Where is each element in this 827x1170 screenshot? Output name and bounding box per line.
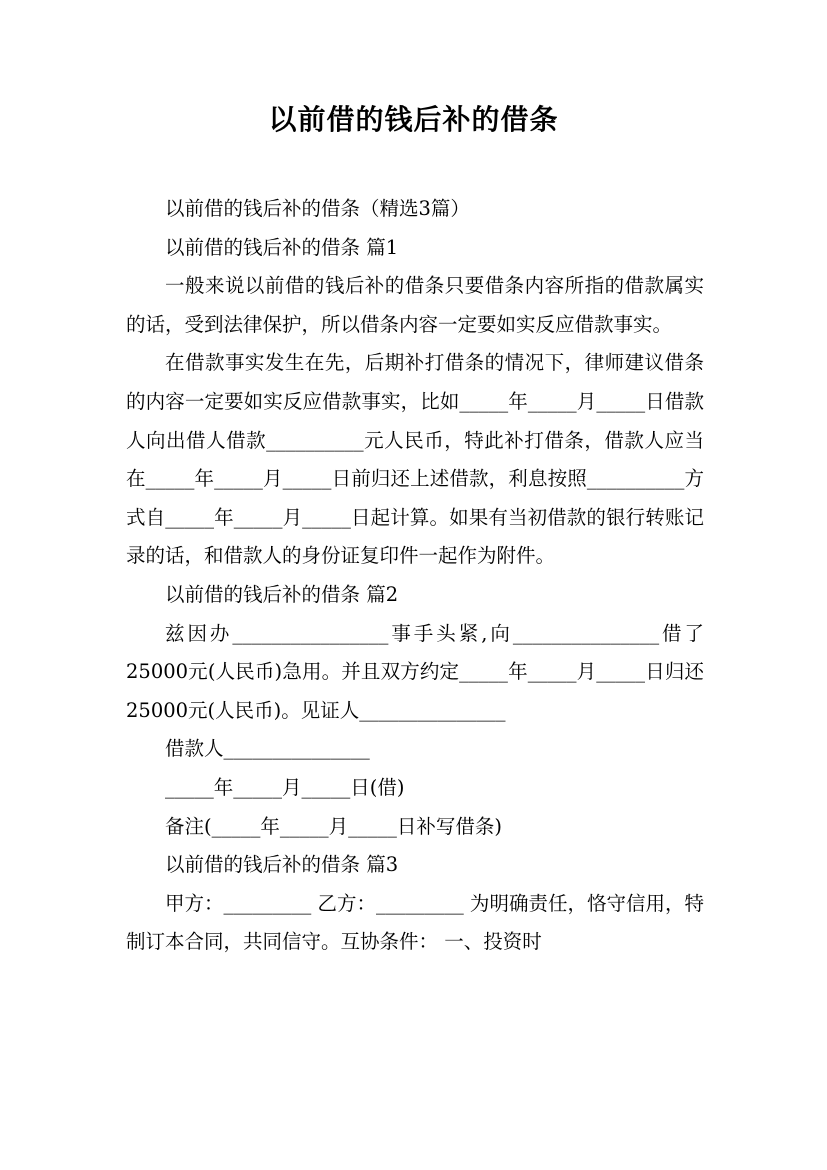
section-heading-3: 以前借的钱后补的借条 篇3 bbox=[165, 853, 399, 877]
section-heading-1: 以前借的钱后补的借条 篇1 bbox=[165, 235, 399, 259]
section-heading-2: 以前借的钱后补的借条 篇2 bbox=[165, 582, 399, 606]
body-paragraph: 甲方：_________ 乙方：_________ 为明确责任，恪守信用，特制订本合同，共同信守。互协条件： 一、投资时 bbox=[126, 891, 704, 954]
body-paragraph: 借款人_______________ bbox=[165, 737, 370, 761]
body-paragraph: 备注(_____年_____月_____日补写借条) bbox=[165, 814, 502, 838]
body-paragraph: 兹因办________________事手头紧,向_______________借了25000元(人民币)急用。并且双方约定_____年_____月_____日归还25000元(人民币)。见证人_______________ bbox=[126, 621, 704, 722]
body-paragraph: 一般来说以前借的钱后补的借条只要借条内容所指的借款属实的话，受到法律保护，所以借条内容一定要如实反应借款事实。 bbox=[126, 274, 704, 336]
subtitle-paragraph: 以前借的钱后补的借条（精选3篇） bbox=[165, 197, 470, 220]
body-paragraph: _____年_____月_____日(借) bbox=[165, 775, 405, 799]
document-body bbox=[126, 190, 704, 962]
document-title: 以前借的钱后补的借条 bbox=[268, 103, 559, 136]
body-paragraph: 在借款事实发生在先，后期补打借条的情况下，律师建议借条的内容一定要如实反应借款事实，比如_____年_____月_____日借款人向出借人借款__________元人民币，特此补打借条，借款人应当在_____年_____月_____日前归还上述借款，利息按照__________方式自_____年_____月_____日起计算。如果有当初借款的银行转账记录的话，和借款人的身份证复印件一起作为附件。 bbox=[126, 351, 704, 568]
